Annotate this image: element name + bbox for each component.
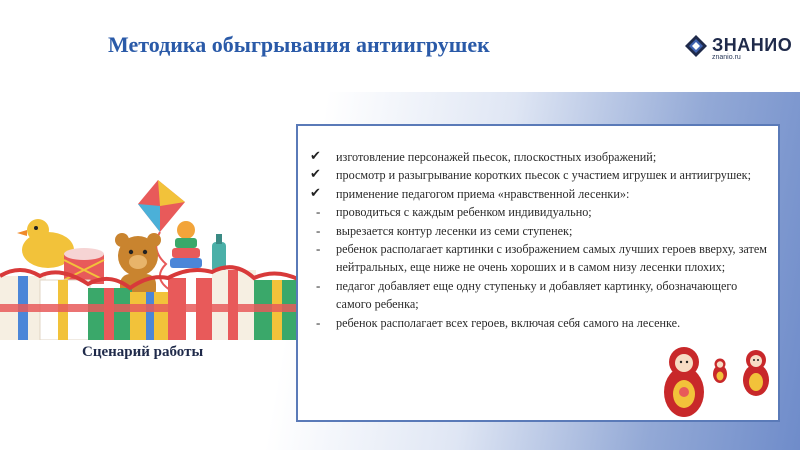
matryoshka-dolls-icon [660,340,780,418]
logo-url: znanio.ru [712,54,741,61]
dash-marker: - [316,204,321,220]
znanio-logo[interactable] [684,34,794,64]
list-item-text: вырезается контур лесенки из семи ступенек; [336,223,573,238]
list-item-text: применение педагогом приема «нравственной лесенки»: [336,186,630,201]
dash-marker: - [316,314,321,330]
list-item-text: педагог добавляет еще одну ступеньку и добавляет картинку, обозначающего самого ребенка; [336,278,738,312]
checkmark-icon: ✔ [310,185,321,201]
scenario-label: Сценарий работы [82,344,204,360]
list-item-text: ребенок располагает всех героев, включая себя самого на лесенке. [336,315,681,330]
list-item-text: просмотр и разыгрывание коротких пьесок с участием игрушек и антиигрушек; [336,168,751,183]
list-item [308,185,770,203]
list-item-text: проводиться с каждым ребенком индивидуально; [336,205,592,220]
list-item [308,166,770,184]
checkmark-icon: ✔ [310,167,321,183]
content-list [308,148,770,332]
list-item-text: ребенок располагает картинки с изображением самых лучших героев вверху, затем нейтральных, еще ниже не очень хороших и в самом низу лесенки плохих; [336,242,767,275]
list-item-text: изготовление персонажей пьесок, плоскостных изображений; [336,150,657,164]
list-item [308,314,770,332]
toys-illustration-icon [0,180,300,340]
list-item [308,203,770,221]
page-title: Методика обыгрывания антиигрушек [108,32,490,57]
dash-marker: - [316,277,321,293]
list-item [308,148,770,166]
logo-diamond-icon [684,34,708,58]
dash-marker: - [316,222,321,238]
logo-name: ЗНАНИО [712,35,793,55]
list-item [308,222,770,240]
list-item [308,240,770,277]
list-item [308,277,770,314]
checkmark-icon: ✔ [310,149,321,164]
dash-marker: - [316,241,321,257]
